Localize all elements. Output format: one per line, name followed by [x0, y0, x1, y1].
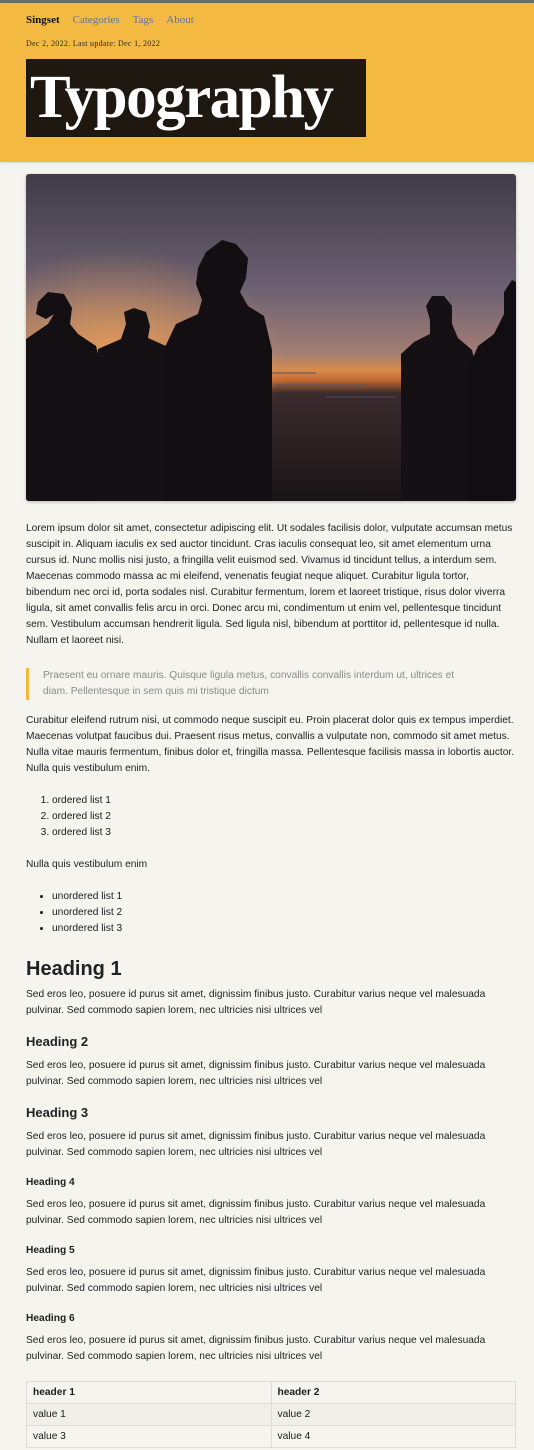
section-paragraph: Sed eros leo, posuere id purus sit amet, dignissim finibus justo. Curabitur varius neque vel malesuada pulvinar. Sed commodo sapien lorem, nec ultricies nisi ultrices vel: [26, 1131, 486, 1158]
site-header: [0, 3, 534, 162]
heading-4: Heading 4: [26, 1177, 75, 1188]
list-item: • unordered list 2: [52, 905, 516, 921]
ordered-list: [26, 793, 516, 841]
heading-2: Heading 2: [26, 1034, 89, 1049]
nav-link-categories[interactable]: Categories: [72, 14, 120, 26]
blockquote: Praesent eu ornare mauris. Quisque ligula metus, convallis convallis interdum ut, ultrices et diam. Pellentesque in sem quis mi tristique dictum: [26, 668, 456, 700]
paragraph-intro: Lorem ipsum dolor sit amet, consectetur adipiscing elit. Ut sodales facilisis dolor, vulputate accumsan metus suscipit in. Aliquam iaculis ex sed auctor tincidunt. Cras iaculis consequat leo, sit amet elementum urna cursus id. Nunc mollis nisi justo, a fringilla velit euismod sed. Vivamus id tincidunt tellus, a interdum sem. Maecenas commodo massa ac mi eleifend, venenatis feugiat neque aliquet. Curabitur ligula tortor, bibendum nec orci id, porta sodales nisl. Curabitur fermentum, lorem et laoreet tristique, risus dolor viverra ligula, sit amet convallis felis arcu in orci. Donec arcu mi, condimentum ut enim vel, pellentesque tincidunt sem. Vestibulum accumsan hendrerit ligula. Sed ligula nisl, bibendum at porttitor id, pellentesque id nulla. Nullam et laoreet nisi.: [26, 523, 513, 646]
heading-1: Heading 1: [26, 958, 122, 980]
section-paragraph: Sed eros leo, posuere id purus sit amet, dignissim finibus justo. Curabitur varius neque vel malesuada pulvinar. Sed commodo sapien lorem, nec ultricies nisi ultrices vel: [26, 1199, 486, 1226]
table-row: [27, 1426, 516, 1448]
page-title: Typography: [26, 59, 366, 137]
brand-link[interactable]: Singset: [26, 14, 60, 26]
nav-link-tags[interactable]: Tags: [132, 14, 154, 26]
heading-6: Heading 6: [26, 1313, 75, 1324]
hero-image: [26, 174, 516, 501]
nav-link-about[interactable]: About: [166, 14, 194, 26]
post-date: Dec 2, 2022. Last update: Dec 1, 2022: [26, 39, 161, 48]
list-item: • unordered list 3: [52, 921, 516, 937]
table-cell: value 2: [271, 1404, 516, 1426]
table-cell: value 4: [271, 1426, 516, 1448]
table-header-cell: header 2: [271, 1382, 516, 1404]
section-paragraph: Sed eros leo, posuere id purus sit amet, dignissim finibus justo. Curabitur varius neque vel malesuada pulvinar. Sed commodo sapien lorem, nec ultricies nisi ultrices vel: [26, 1267, 486, 1294]
list-item: • unordered list 1: [52, 889, 516, 905]
paragraph-lead: Nulla quis vestibulum enim: [26, 859, 148, 870]
post-content: [0, 162, 534, 1448]
section-paragraph: Sed eros leo, posuere id purus sit amet, dignissim finibus justo. Curabitur varius neque vel malesuada pulvinar. Sed commodo sapien lorem, nec ultricies nisi ultrices vel: [26, 989, 486, 1016]
table-header-cell: header 1: [27, 1382, 272, 1404]
unordered-list: [26, 889, 516, 937]
table-header-row: [27, 1382, 516, 1404]
table-row: [27, 1404, 516, 1426]
list-item: 3. ordered list 3: [52, 825, 516, 841]
heading-5: Heading 5: [26, 1245, 75, 1256]
heading-3: Heading 3: [26, 1105, 89, 1120]
table-cell: value 1: [27, 1404, 272, 1426]
list-item: 2. ordered list 2: [52, 809, 516, 825]
table-cell: value 3: [27, 1426, 272, 1448]
main-nav: [26, 14, 508, 30]
section-paragraph: Sed eros leo, posuere id purus sit amet, dignissim finibus justo. Curabitur varius neque vel malesuada pulvinar. Sed commodo sapien lorem, nec ultricies nisi ultrices vel: [26, 1060, 486, 1087]
list-item: 1. ordered list 1: [52, 793, 516, 809]
section-paragraph: Sed eros leo, posuere id purus sit amet, dignissim finibus justo. Curabitur varius neque vel malesuada pulvinar. Sed commodo sapien lorem, nec ultricies nisi ultrices vel: [26, 1335, 486, 1362]
data-table: [26, 1381, 516, 1448]
paragraph-second: Curabitur eleifend rutrum nisi, ut commodo neque suscipit eu. Proin placerat dolor quis ex tempus imperdiet. Maecenas volutpat faucibus dui. Praesent risus metus, convallis a vulputate non, commodo sit amet metus. Nulla vitae mauris fermentum, finibus dolor et, fringilla massa. Pellentesque facilisis massa in lobortis auctor. Nulla quis vestibulum enim.: [26, 715, 515, 774]
